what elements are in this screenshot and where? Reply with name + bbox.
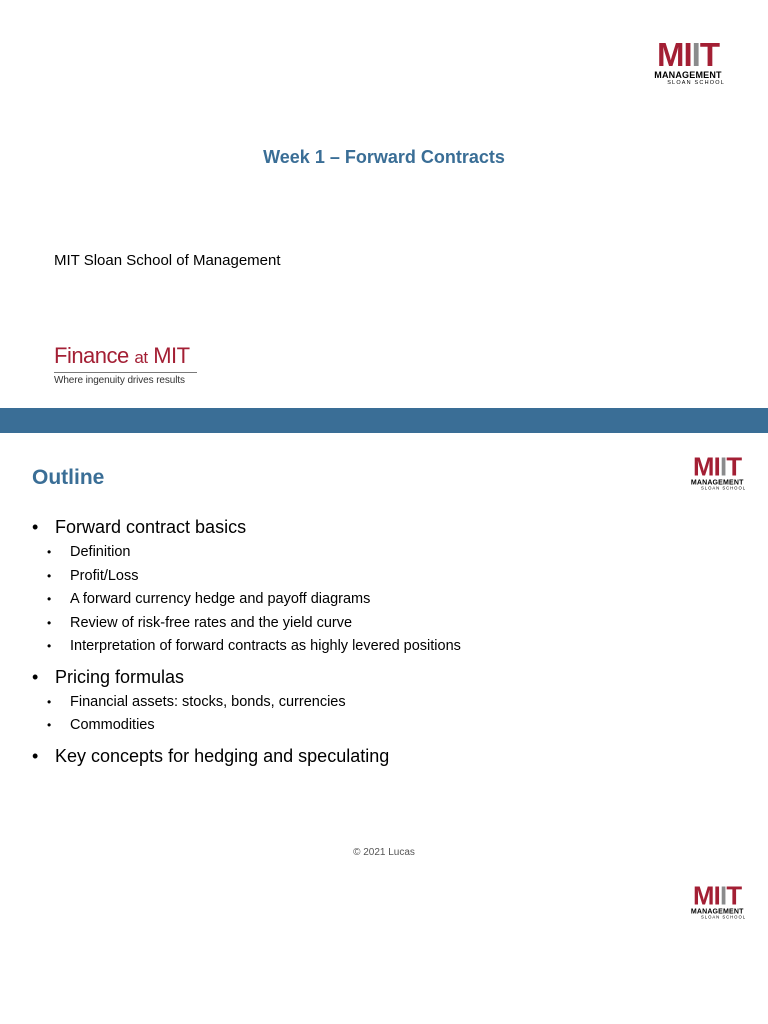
mit-logo-mark: MIIT	[693, 880, 742, 910]
outline-sublist	[32, 541, 461, 659]
mit-logo-mark: MIIT	[656, 36, 719, 73]
finance-at-mit-wordmark: Finance at MIT	[54, 343, 190, 368]
outline-list	[32, 516, 461, 767]
outline-subitem: • Financial assets: stocks, bonds, currencies	[32, 691, 461, 715]
outline-item	[32, 745, 461, 767]
outline-item	[32, 516, 461, 659]
finance-logo-rule	[54, 372, 197, 373]
copyright-text: © 2021 Lucas	[353, 847, 415, 858]
outline-subitem: • A forward currency hedge and payoff diagrams	[32, 588, 461, 612]
slide-subtitle: MIT Sloan School of Management	[54, 252, 281, 269]
finance-logo-tagline: Where ingenuity drives results	[54, 375, 185, 386]
outline-subitem: • Review of risk-free rates and the yield curve	[32, 612, 461, 636]
outline-subitem: • Profit/Loss	[32, 565, 461, 589]
mit-logo-management: MANAGEMENT	[654, 70, 722, 80]
slide-divider	[0, 408, 768, 433]
mit-sloan-logo	[648, 36, 728, 87]
outline-item	[32, 666, 461, 738]
outline-item-label: • Forward contract basics	[32, 516, 461, 538]
outline-item-label: • Key concepts for hedging and speculating	[32, 745, 461, 767]
outline-sublist	[32, 691, 461, 738]
mit-logo-management: MANAGEMENT	[690, 478, 744, 487]
outline-subitem: • Interpretation of forward contracts as highly levered positions	[32, 635, 461, 659]
finance-at-mit-logo	[54, 344, 197, 386]
mit-logo-management: MANAGEMENT	[690, 907, 744, 916]
outline-subitem: • Commodities	[32, 714, 461, 738]
mit-sloan-logo	[686, 880, 748, 921]
mit-logo-mark: MIIT	[693, 451, 742, 481]
mit-logo-sloan-school: SLOAN SCHOOL	[667, 80, 725, 86]
slide-title: Week 1 – Forward Contracts	[263, 147, 505, 167]
outline-title: Outline	[32, 466, 105, 489]
mit-logo-sloan-school: SLOAN SCHOOL	[700, 486, 747, 491]
mit-sloan-logo	[686, 451, 748, 492]
mit-logo-sloan-school: SLOAN SCHOOL	[700, 915, 747, 920]
outline-subitem: • Definition	[32, 541, 461, 565]
outline-item-label: • Pricing formulas	[32, 666, 461, 688]
